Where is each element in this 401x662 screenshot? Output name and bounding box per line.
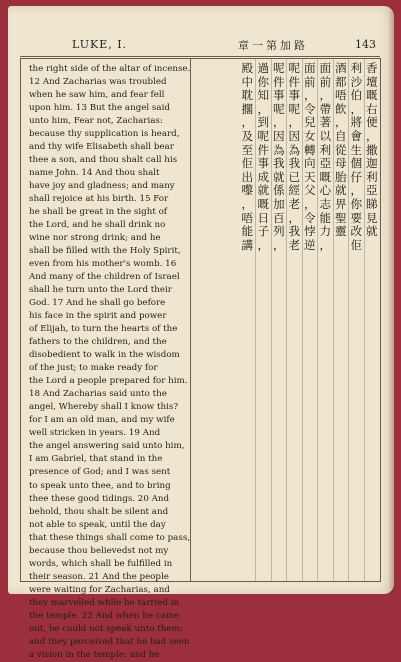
english-line: they marvelled while he tarried in [29, 597, 180, 608]
english-line: unto him, Fear not, Zacharias: [29, 116, 163, 127]
book-page [8, 6, 394, 660]
english-line: out, he could not speak unto them: [29, 623, 183, 634]
english-line: shall rejoice at his birth. 15 For [29, 194, 169, 205]
english-line: God. 17 And he shall go before [29, 298, 166, 309]
english-line: and they perceived that he had seen [29, 636, 190, 647]
english-line: the Lord a people prepared for him. [29, 376, 188, 387]
english-line: upon him. 13 But the angel said [29, 103, 170, 114]
chinese-column: 面 前 ， 帶 著 以 利 亞 嘅 心 志 能 力 ， [317, 59, 333, 581]
english-line: thee these good tidings. 20 And [29, 493, 170, 504]
english-line: 18 And Zacharias said unto the [29, 389, 167, 400]
english-line: not able to speak, until the day [29, 519, 166, 530]
english-line: the Lord, and he shall drink no [29, 220, 166, 231]
chinese-column: 呢 件 事 呢 ， 因 為 我 已 經 老 ， 我 老 [286, 59, 302, 581]
english-line: presence of God; and I was sent [29, 467, 171, 478]
english-line: his face in the spirit and power [29, 311, 167, 322]
english-line: the temple. 22 And when he came [29, 610, 180, 621]
page-edge-shadow [388, 6, 394, 594]
english-line: have joy and gladness; and many [29, 181, 175, 192]
english-line: because thou believedst not my [29, 545, 169, 556]
english-line: the right side of the altar of incense. [29, 64, 191, 74]
english-line: disobedient to walk in the wisdom [29, 350, 180, 361]
english-line: to speak unto thee, and to bring [29, 480, 171, 491]
chinese-column: 面 前 ， 令 兒 女 轉 向 天 父 ， 令 悖 逆 [302, 59, 318, 581]
english-line: And many of the children of Israel [29, 272, 180, 283]
chinese-column: 殿 中 耽 擱 ， 及 至 佢 出 嚟 ， 唔 能 講 [241, 61, 254, 252]
english-line: that these things shall come to pass, [29, 532, 191, 543]
chinese-column: 香 壇 嘅 右 便 ， 撒 迦 利 亞 睇 見 就 [364, 59, 380, 581]
english-line: of the just; to make ready for [29, 363, 158, 374]
english-line: the angel answering said unto him, [29, 441, 185, 452]
column-divider [190, 59, 191, 581]
english-line: thee a son, and thou shalt call his [29, 155, 178, 166]
english-line: shall he turn unto the Lord their [29, 285, 172, 296]
chinese-column: 過 你 知 ， 到 呢 件 事 成 就 嘅 日 子 ， [255, 59, 271, 581]
chinese-column: 利 沙 伯 ， 將 會 生 個 仔 ， 你 要 改 佢 [348, 59, 364, 581]
header-book-chapter: LUKE, I. [72, 38, 128, 51]
english-line: even from his mother's womb. 16 [29, 259, 177, 270]
english-line: words, which shall be fulfilled in [29, 558, 173, 569]
english-line: I am Gabriel, that stand in the [29, 454, 163, 465]
english-line: and thy wife Elisabeth shall bear [29, 142, 174, 153]
english-line: fathers to the children, and the [29, 337, 167, 348]
english-line: of Elijah, to turn the hearts of the [29, 324, 178, 335]
english-line: behold, thou shalt be silent and [29, 506, 169, 517]
english-line: shall be filled with the Holy Spirit, [29, 246, 181, 257]
english-line: name John. 14 And thou shalt [29, 168, 160, 179]
chinese-column: 呢 件 事 呢 ， 因 為 我 就 係 加 百 列 ， [271, 59, 287, 581]
english-line: when he saw him, and fear fell [29, 90, 165, 101]
header-chinese-title: 章一第加路 [238, 39, 308, 52]
english-line: he shall be great in the sight of [29, 207, 168, 218]
english-line: their season. 21 And the people [29, 571, 169, 582]
english-line: wine nor strong drink; and he [29, 233, 161, 244]
english-line: well stricken in years. 19 And [29, 428, 161, 439]
english-line: were waiting for Zacharias, and [29, 584, 170, 595]
chinese-text-columns [193, 59, 379, 581]
english-text-column [29, 63, 191, 662]
page-number: 143 [355, 38, 376, 51]
english-line: angel, Whereby shall I know this? [29, 402, 178, 413]
running-header [20, 36, 380, 57]
chinese-column: 酒 都 唔 飲 ， 自 從 母 胎 就 畀 聖 靈 [333, 59, 349, 581]
english-line: a vision in the temple: and he [29, 649, 160, 660]
text-frame [20, 58, 381, 660]
english-line: for I am an old man, and my wife [29, 415, 175, 426]
english-line: 12 And Zacharias was troubled [29, 77, 167, 88]
english-line: because thy supplication is heard, [29, 129, 180, 140]
